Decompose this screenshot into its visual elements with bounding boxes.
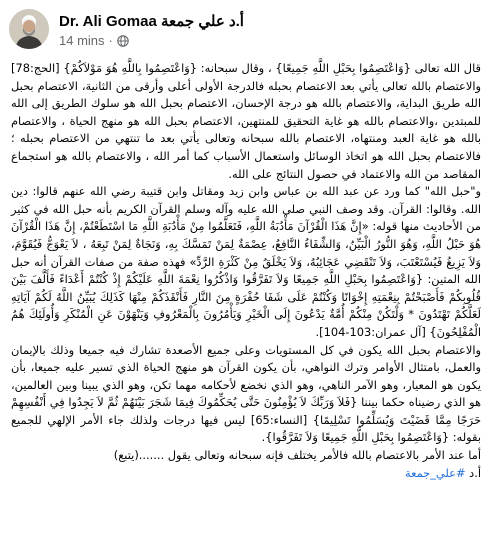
meta-separator: · [108, 33, 113, 48]
post-meta [59, 33, 129, 48]
post-text [11, 60, 481, 482]
globe-icon[interactable] [117, 35, 129, 47]
post-paragraph-4: أما عند الأمر بالاعتصام بالله فالأمر يختلف فإنه سبحانه وتعالى يقول .......(يتبع) [113, 448, 481, 463]
author-name[interactable]: Dr. Ali Gomaa أ.د علي جمعة [59, 13, 244, 30]
post-signature [11, 465, 481, 483]
post-timestamp[interactable]: 14 mins [59, 33, 105, 48]
post-paragraph-2: و"حبل الله" كما ورد عن عبد الله بن عباس وابن زيد ومقاتل وابن قتيبة رضي الله عنهم قالوا: دين الله. وقالوا: القرآن. وقد وصف النبي صلى الله عليه وآله وسلم القرآن الكريم بأنه حبل الله في كثير من الأحاديث منها قوله: «إِنَّ هَذَا الْقُرْآنَ مَأْدُبَةُ اللَّهِ، فَتَعَلَّمُوا مِنْ مَأْدُبَةِ اللَّهِ مَا اسْتَطَعْتُمْ، إِنَّ هَذَا الْقُرْآنَ هُوَ حَبْلُ اللَّهِ، وَهُوَ النُّورُ الْبَيِّنُ، وَالشِّفَاءُ النَّافِعُ، عِصْمَةٌ لِمَنْ تَمَسَّكَ بِهِ، وَنَجَاةٌ لِمَنْ تَبِعَهُ ، لاَ يَعْوَجُّ فَيُقَوَّمَ، وَلاَ يَزِيغُ فَيُسْتَعْتَبَ، وَلاَ تَنْقَضِي عَجَائِبُهُ، وَلاَ يَخْلَقُ مِنْ كَثْرَةِ الرَّدِّ» فهذه صفة من صفات القرآن أنه حبل الله المتين: {وَاعْتَصِمُوا بِحَبْلِ اللَّهِ جَمِيعًا وَلاَ تَفَرَّقُوا وَاذْكُرُوا نِعْمَةَ اللَّهِ عَلَيْكُمْ إِذْ كُنْتُمْ أَعْدَاءً فَأَلَّفَ بَيْنَ قُلُوبِكُمْ فَأَصْبَحْتُمْ بِنِعْمَتِهِ إِخْوَانًا وَكُنْتُمْ عَلَى شَفَا حُفْرَةٍ مِنَ النَّارِ فَأَنْقَذَكُمْ مِنْهَا كَذَلِكَ يُبَيِّنُ اللَّهُ لَكُمْ آيَاتِهِ لَعَلَّكُمْ تَهْتَدُونَ * وَلْتَكُنْ مِنْكُمْ أُمَّةٌ يَدْعُونَ إِلَى الْخَيْرِ وَيَأْمُرُونَ بِالْمَعْرُوفِ وَيَنْهَوْنَ عَنِ الْمُنْكَرِ وَأُولَئِكَ هُمُ الْمُفْلِحُونَ} [آل عمران:103-104]. [11, 184, 481, 339]
post-header [0, 6, 493, 54]
hashtag-prefix: أ.د [465, 465, 481, 480]
author-avatar[interactable] [9, 9, 49, 49]
post-paragraph-1: قال الله تعالى {وَاعْتَصِمُوا بِحَبْلِ اللَّهِ جَمِيعًا} ، وقال سبحانه: {وَاعْتَصِمُوا بِاللَّهِ هُوَ مَوْلاَكُمْ} [الحج:78] والاعتصام بالله تعالى يأتي بعد الاعتصام بحبله فالدرجة الأولى أعلى وأرقى من الثانية، الاعتصام بحبل الله طريق البداية، والاعتصام بالله هو درجة الإحسان، الاعتصام بحبل الله هو سلوك الطريق إلى الله للمبتدين ،والاعتصام بالله هو غاية التحقيق للمنتهين، الاعتصام بحبل الله هو منهج الحياة ، والاعتصام بالله هو غاية العبد ومنتهاه، الاعتصام بالله سبحانه وتعالى يأتي بعد ما تنتهي من الاعتصام بحبله ؛ فالاعتصام بحبل الله هو اتخاذ الوسائل واستعمال الأسباب كما أمر الله ، والاعتصام بالله هو استجماع المقاصد من الله والاعتماد في حصول النتائج على الله. [11, 61, 481, 181]
post-paragraph-3: والاعتصام بحبل الله يكون في كل المستويات وعلى جميع الأصعدة تشارك فيه جميعا وذلك بالإيمان والعمل، بامتثال الأوامر وترك النواهي، بأن يكون القرآن هو منهج الحياة الذي تسير عليه جميعا، بأن يكون هو المعيار، وهو الآمر الناهي، وهو الذي نخضع لأحكامه مهما تكن، وهو الذي يبينا وبين العالمين، هو الذي رضيناه حكما بيننا {فَلاَ وَرَبِّكَ لاَ يُؤْمِنُونَ حَتَّى يُحَكِّمُوكَ فِيمَا شَجَرَ بَيْنَهُمْ ثُمَّ لاَ يَجِدُوا فِي أَنْفُسِهِمْ حَرَجًا مِمَّا قَضَيْتَ وَيُسَلِّمُوا تَسْلِيمًا} [النساء:65] ليس فيها درجات ولذلك جاء الأمر الإلهي للجميع بقوله: {وَاعْتَصِمُوا بِحَبْلِ اللَّهِ جَمِيعًا وَلاَ تَفَرَّقُوا}. [11, 342, 482, 445]
hashtag-link[interactable]: #علي_جمعة [404, 465, 466, 480]
